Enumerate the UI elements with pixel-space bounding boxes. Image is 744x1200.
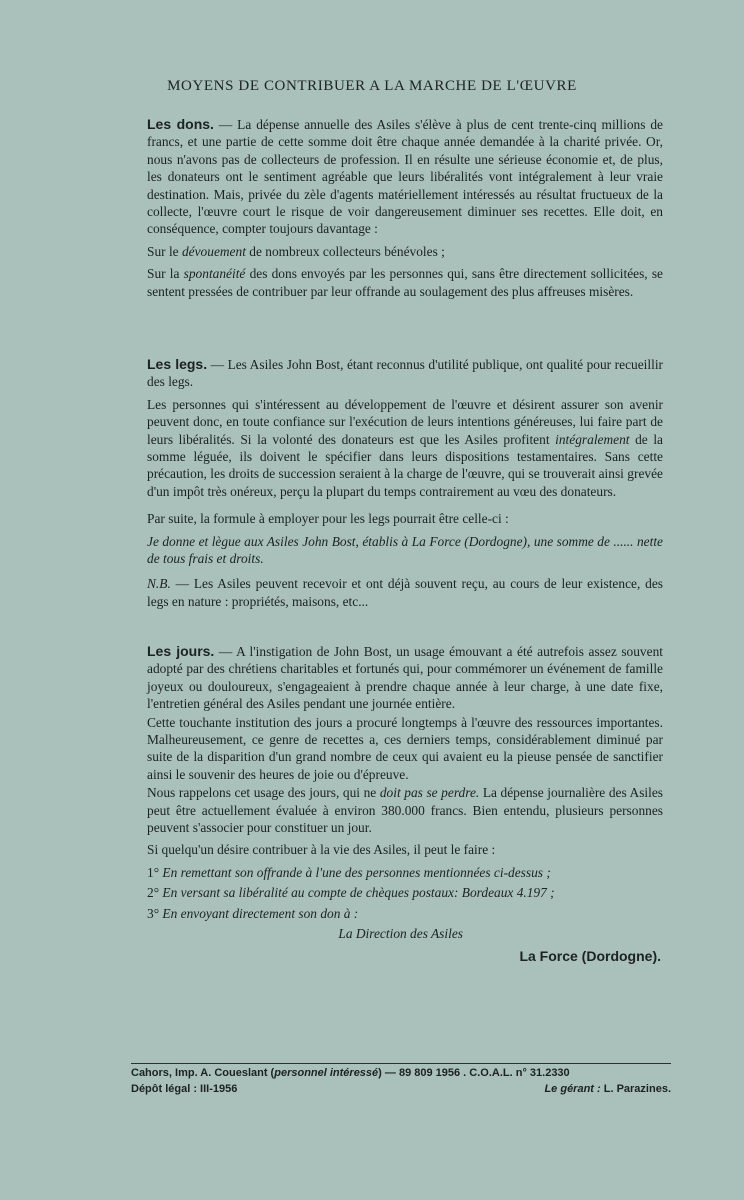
dons-text-1: La dépense annuelle des Asiles s'élève à plus de cent trente-cinq millions de francs, et une partie de cette somme doit être chaque année demandée à la charité privée. Or, nous n'avons pas de collecteurs de profession. Il en résulte une sérieuse économie et, de plus, les donateurs ont le sentiment agréable que leurs libéralités vont intégralement à leur vraie destination. Mais, privée du zèle d'agents matériellement intéressés au résultat fructueux de la collecte, l'œuvre court le risque de voir dangereusement diminuer ses recettes. Elle doit, en conséquence, compter toujours davantage : [147,117,663,237]
section-dons [147,116,663,305]
list-item [147,905,663,922]
dons-paragraph-3 [147,265,663,300]
jours-paragraph-3 [147,784,663,836]
footer-divider [131,1063,671,1064]
list-item-text: En envoyant directement son don à : [162,905,359,921]
dons-text-3a: Sur la [147,266,184,282]
list-item-text: En remettant son offrande à l'une des personnes mentionnées ci-dessus ; [162,864,551,880]
jours-text-3b: La dépense journalière des Asiles peut être actuellement évaluée à environ 380.000 francs. Bien entendu, plusieurs personnes peuvent s'associer pour constituer un jour. [147,785,664,836]
legs-paragraph-2 [147,396,663,500]
imprint-gerant [544,1082,671,1097]
jours-paragraph-4: Si quelqu'un désire contribuer à la vie des Asiles, il peut le faire : [147,842,496,858]
section-legs [147,356,663,615]
list-item-text: En versant sa libéralité au compte de chèques postaux: Bordeaux 4.197 ; [162,885,555,901]
imprint-printer-em: personnel intéressé [274,1067,379,1079]
contribution-list [147,864,663,922]
imprint-printer [131,1066,570,1081]
legs-text-2b: de la somme léguée, ils doivent le spécifier dans leurs dispositions testamentaires. Sans cette précaution, les droits de succession seraient à la charge de l'œuvre, qui se trouverait ainsi grevée d'un impôt très onéreux, perçu la plupart du temps contrairement au vœu des donateurs. [147,431,664,499]
jours-paragraph-2: Cette touchante institution des jours a procuré longtemps à l'œuvre des ressources importantes. Malheureusement, ce genre de recettes a, ces derniers temps, considérablement diminué par suite de la disparition d'un grand nombre de ceux qui avaient eu la pieuse pensée de sanctifier ainsi le souvenir des heures de joie ou d'épreuve. [147,714,663,782]
list-item-number: 2° [147,885,160,901]
list-item-number: 1° [147,864,160,880]
jours-text-1: A l'instigation de John Bost, un usage émouvant a été autrefois assez souvent adopté par des chrétiens charitables et fortunés qui, pour commémorer un événement de famille joyeux ou douloureux, s'engageaient à prendre chaque année à leur charge, à une date fixe, l'entretien général des Asiles pendant une journée entière. [147,644,663,712]
signature-address: La Force (Dordogne). [519,947,661,964]
legs-paragraph-3: Par suite, la formule à employer pour les legs pourrait être celle-ci : [147,511,509,527]
legs-nb-text: Les Asiles peuvent recevoir et ont déjà souvent reçu, au cours de leur existence, des legs en nature : propriétés, maisons, etc... [147,576,663,609]
list-item [147,884,663,901]
list-item [147,864,663,881]
legs-nb-label: N.B. [147,576,171,592]
legs-nb: N.B. — Les Asiles peuvent recevoir et ont déjà souvent reçu, au cours de leur existence, des legs en nature : propriétés, maisons, etc... [147,576,663,609]
signature-direction: La Direction des Asiles [338,926,463,942]
section-jours [147,643,663,970]
imprint-line-2 [131,1082,671,1097]
imprint-gerant-label: Le gérant : [544,1083,601,1095]
legs-paragraph-1: Les legs. — Les Asiles John Bost, étant reconnus d'utilité publique, ont qualité pour recueillir des legs. [147,356,663,390]
legs-formula: Je donne et lègue aux Asiles John Bost, établis à La Force (Dordogne), une somme de ...... nette de tous frais et droits. [147,533,663,567]
imprint-printer-a: Cahors, Imp. A. Coueslant ( [131,1067,275,1079]
dons-text-3b: des dons envoyés par les personnes qui, sans être directement sollicitées, se sentent pressées de contribuer par leur offrande au soulagement des plus affreuses misères. [147,266,663,299]
jours-emphasis-3: doit pas se perdre. [379,785,480,801]
jours-text-3a: Nous rappelons cet usage des jours, qui ne [147,785,380,801]
page-title: MOYENS DE CONTRIBUER A LA MARCHE DE L'ŒUVRE [167,78,577,94]
legs-emphasis-2: intégralement [555,431,630,447]
dons-heading: Les dons. [147,116,214,132]
imprint-gerant-name: L. Parazines. [600,1083,671,1095]
legs-text-1: Les Asiles John Bost, étant reconnus d'utilité publique, ont qualité pour recueillir des legs. [147,357,663,390]
legs-text-2a: Les personnes qui s'intéressent au développement de l'œuvre et désirent assurer son avenir peuvent donc, en toute confiance sur l'exécution de leurs intentions généreuses, lui faire part de leurs libéralités. Si la volonté des donateurs est que les Asiles profitent [147,396,663,447]
legs-heading: Les legs. [147,356,208,372]
dons-emphasis-2: dévouement [181,243,246,259]
dons-text-2b: de nombreux collecteurs bénévoles ; [245,243,445,259]
list-item-number: 3° [147,905,160,921]
imprint-line-1 [131,1066,671,1081]
jours-heading: Les jours. [147,643,215,659]
imprint-printer-b: ) — 89 809 1956 . C.O.A.L. n° 31.2330 [378,1067,570,1079]
dons-paragraph-1: Les dons. — La dépense annuelle des Asiles s'élève à plus de cent trente-cinq millions de francs, et une partie de cette somme doit être chaque année demandée à la charité privée. Or, nous n'avons pas de collecteurs de profession. Il en résulte une sérieuse économie et, de plus, les donateurs ont le sentiment agréable que leurs libéralités vont intégralement à leur vraie destination. Mais, privée du zèle d'agents matériellement intéressés au résultat fructueux de la collecte, l'œuvre court le risque de voir dangereusement diminuer ses recettes. Elle doit, en conséquence, compter toujours davantage : [147,116,663,237]
jours-paragraph-1: Les jours. — A l'instigation de John Bost, un usage émouvant a été autrefois assez souvent adopté par des chrétiens charitables et fortunés qui, pour commémorer un événement de famille joyeux ou douloureux, s'engageaient à prendre chaque année à leur charge, à une date fixe, l'entretien général des Asiles pendant une journée entière. [147,643,663,712]
dons-paragraph-2 [147,243,663,260]
dons-text-2a: Sur le [147,243,182,259]
dons-emphasis-3: spontanéité [183,266,246,282]
imprint-depot: Dépôt légal : III-1956 [131,1083,238,1095]
